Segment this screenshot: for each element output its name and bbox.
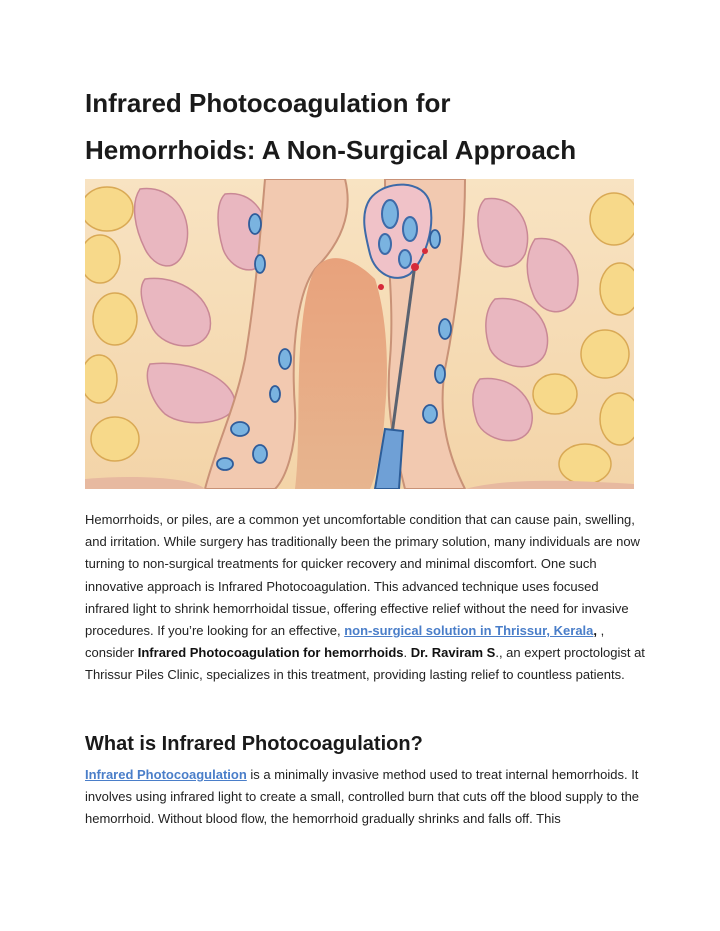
section-heading: What is Infrared Photocoagulation? [85,733,423,755]
page-title [85,80,645,174]
anatomical-illustration-icon [85,179,634,489]
intro-text-3: . [403,645,411,661]
intro-bold-treatment: Infrared Photocoagulation for hemorrhoids [137,645,404,661]
intro-text-4: ., an expert proctologist at Thrissur Piles Clinic, specializes in this treatment, providing lasting relief to countless patients. [85,645,645,683]
infrared-photocoagulation-link[interactable]: Infrared Photocoagulation [85,767,247,782]
anatomical-illustration [85,179,634,489]
intro-bold-doctor: Dr. Raviram S [410,645,496,661]
intro-text-1: Hemorrhoids, or piles, are a common yet uncomfortable condition that can cause pain, swelling, and irritation. While surgery has traditionally been the primary solution, many individuals are now turning to non-surgical treatments for quicker recovery and minimal discomfort. One such innovative approach is Infrared Photocoagulation. This advanced technique uses focused infrared light to shrink hemorrhoidal tissue, offering effective relief without the need for invasive procedures. If you’re looking for an effective, [85,512,640,639]
section-paragraph [85,764,645,831]
intro-comma: , [593,623,598,639]
section-text: is a minimally invasive method used to treat internal hemorrhoids. It involves using infrared light to create a small, controlled burn that cuts off the blood supply to the hemorrhoid. Without blood flow, the hemorrhoid gradually shrinks and falls off. This [85,767,640,827]
title-line-1: Infrared Photocoagulation for [85,88,451,118]
intro-text-2: , consider [85,623,605,661]
title-line-2: Hemorrhoids: A Non-Surgical Approach [85,135,577,165]
intro-paragraph [85,509,645,687]
non-surgical-solution-link[interactable]: non-surgical solution in Thrissur, Kerala [344,623,594,639]
